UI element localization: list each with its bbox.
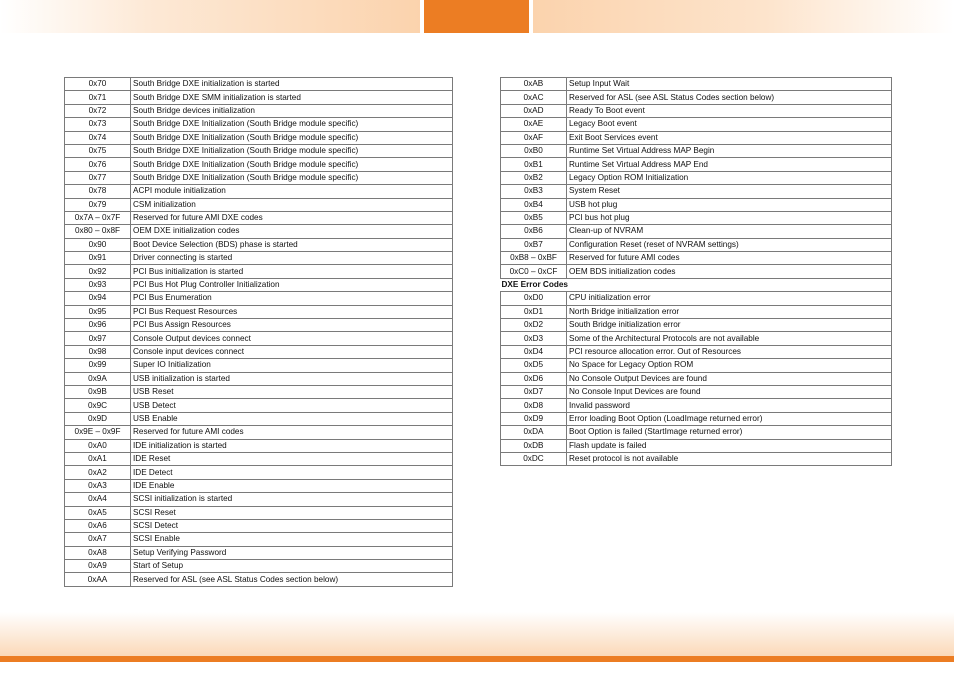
table-row [501, 412, 892, 425]
table-row [65, 412, 453, 425]
table-row [501, 171, 892, 184]
status-code: 0xB7 [501, 238, 567, 251]
status-code: 0xB0 [501, 144, 567, 157]
status-code: 0xA7 [65, 533, 131, 546]
status-code: 0x9D [65, 412, 131, 425]
table-row [65, 560, 453, 573]
table-row [501, 265, 892, 278]
status-code: 0xD3 [501, 332, 567, 345]
code-description: SCSI initialization is started [131, 493, 453, 506]
code-description: Setup Input Wait [567, 78, 892, 91]
code-description: South Bridge DXE Initialization (South Bridge module specific) [131, 144, 453, 157]
code-description: PCI bus hot plug [567, 211, 892, 224]
code-description: South Bridge DXE initialization is started [131, 78, 453, 91]
table-row [65, 278, 453, 291]
code-description: Some of the Architectural Protocols are not available [567, 332, 892, 345]
status-code: 0x9B [65, 385, 131, 398]
code-description: South Bridge initialization error [567, 319, 892, 332]
status-code: 0x7A – 0x7F [65, 211, 131, 224]
table-row [65, 305, 453, 318]
code-description: Runtime Set Virtual Address MAP End [567, 158, 892, 171]
table-row [65, 252, 453, 265]
status-code: 0x79 [65, 198, 131, 211]
footer-band [0, 612, 954, 656]
status-code: 0xA1 [65, 452, 131, 465]
code-description: No Console Input Devices are found [567, 385, 892, 398]
table-row [65, 452, 453, 465]
table-row [65, 238, 453, 251]
status-code: 0xB6 [501, 225, 567, 238]
code-description: Clean-up of NVRAM [567, 225, 892, 238]
code-description: ACPI module initialization [131, 185, 453, 198]
header-bar-left [0, 0, 420, 33]
code-description: USB initialization is started [131, 372, 453, 385]
code-description: Reserved for future AMI codes [131, 426, 453, 439]
status-code: 0xDC [501, 452, 567, 465]
table-row [501, 426, 892, 439]
status-code: 0x95 [65, 305, 131, 318]
table-row [65, 345, 453, 358]
code-description: USB hot plug [567, 198, 892, 211]
status-code: 0x76 [65, 158, 131, 171]
code-description: Exit Boot Services event [567, 131, 892, 144]
table-row [501, 158, 892, 171]
table-row [501, 439, 892, 452]
post-code-table-left [64, 77, 453, 587]
table-row [65, 185, 453, 198]
status-code: 0x78 [65, 185, 131, 198]
status-code: 0x80 – 0x8F [65, 225, 131, 238]
status-code: 0x91 [65, 252, 131, 265]
code-description: PCI resource allocation error. Out of Resources [567, 345, 892, 358]
status-code: 0xB8 – 0xBF [501, 252, 567, 265]
table-row [501, 198, 892, 211]
code-description: South Bridge DXE Initialization (South Bridge module specific) [131, 131, 453, 144]
table-row [65, 198, 453, 211]
code-description: CSM initialization [131, 198, 453, 211]
table-row [65, 225, 453, 238]
table-row [501, 332, 892, 345]
code-description: Configuration Reset (reset of NVRAM settings) [567, 238, 892, 251]
footer-line [0, 656, 954, 662]
code-description: Invalid password [567, 399, 892, 412]
code-description: Console input devices connect [131, 345, 453, 358]
status-code: 0xD7 [501, 385, 567, 398]
table-row [501, 252, 892, 265]
code-description: OEM DXE initialization codes [131, 225, 453, 238]
status-code: 0xC0 – 0xCF [501, 265, 567, 278]
code-description: SCSI Enable [131, 533, 453, 546]
table-row [501, 238, 892, 251]
status-code: 0xA3 [65, 479, 131, 492]
code-description: IDE Reset [131, 452, 453, 465]
status-code: 0xD2 [501, 319, 567, 332]
status-code: 0x94 [65, 292, 131, 305]
table-row [65, 292, 453, 305]
code-description: System Reset [567, 185, 892, 198]
code-description: Flash update is failed [567, 439, 892, 452]
table-row [65, 533, 453, 546]
code-description: South Bridge DXE Initialization (South Bridge module specific) [131, 118, 453, 131]
table-row [501, 118, 892, 131]
status-code: 0xAA [65, 573, 131, 586]
status-code: 0xD8 [501, 399, 567, 412]
table-row [501, 185, 892, 198]
table-row [65, 319, 453, 332]
code-description: CPU initialization error [567, 292, 892, 305]
code-description: North Bridge initialization error [567, 305, 892, 318]
code-description: Driver connecting is started [131, 252, 453, 265]
table-row [65, 171, 453, 184]
status-code: 0xB1 [501, 158, 567, 171]
code-description: PCI Bus Request Resources [131, 305, 453, 318]
table-row [65, 493, 453, 506]
status-code: 0xD4 [501, 345, 567, 358]
status-code: 0x90 [65, 238, 131, 251]
status-code: 0xAF [501, 131, 567, 144]
table-row [65, 144, 453, 157]
table-row [501, 359, 892, 372]
code-description: PCI Bus Assign Resources [131, 319, 453, 332]
status-code: 0xA8 [65, 546, 131, 559]
code-description: Ready To Boot event [567, 104, 892, 117]
status-code: 0x97 [65, 332, 131, 345]
table-row [501, 452, 892, 465]
table-row [501, 399, 892, 412]
table-row [501, 225, 892, 238]
table-row [65, 399, 453, 412]
table-row [65, 372, 453, 385]
code-description: Start of Setup [131, 560, 453, 573]
status-code: 0x9A [65, 372, 131, 385]
code-description: SCSI Detect [131, 519, 453, 532]
code-description: Boot Option is failed (StartImage returned error) [567, 426, 892, 439]
status-code: 0x98 [65, 345, 131, 358]
table-row [65, 359, 453, 372]
table-row [501, 385, 892, 398]
header-bar [0, 0, 954, 33]
table-row [501, 305, 892, 318]
status-code: 0xD0 [501, 292, 567, 305]
code-description: Console Output devices connect [131, 332, 453, 345]
status-code: 0xB5 [501, 211, 567, 224]
table-row [501, 345, 892, 358]
table-row [65, 118, 453, 131]
status-code: 0xA2 [65, 466, 131, 479]
code-description: IDE Detect [131, 466, 453, 479]
code-description: IDE initialization is started [131, 439, 453, 452]
status-code: 0xA4 [65, 493, 131, 506]
code-description: Reset protocol is not available [567, 452, 892, 465]
table-row [65, 131, 453, 144]
code-description: Super IO Initialization [131, 359, 453, 372]
table-row [65, 519, 453, 532]
code-description: No Space for Legacy Option ROM [567, 359, 892, 372]
code-description: PCI Bus Enumeration [131, 292, 453, 305]
table-row [65, 265, 453, 278]
status-code: 0xB2 [501, 171, 567, 184]
table-row [501, 211, 892, 224]
status-code: 0xA9 [65, 560, 131, 573]
status-code: 0xAB [501, 78, 567, 91]
code-description: SCSI Reset [131, 506, 453, 519]
status-code: 0xDB [501, 439, 567, 452]
status-code: 0xAE [501, 118, 567, 131]
table-row [65, 466, 453, 479]
code-description: Reserved for ASL (see ASL Status Codes section below) [567, 91, 892, 104]
code-description: USB Detect [131, 399, 453, 412]
status-code: 0x74 [65, 131, 131, 144]
table-row [65, 479, 453, 492]
status-code: 0x72 [65, 104, 131, 117]
header-bar-right [533, 0, 954, 33]
section-title: DXE Error Codes [501, 278, 892, 291]
code-description: Error loading Boot Option (LoadImage returned error) [567, 412, 892, 425]
code-description: No Console Output Devices are found [567, 372, 892, 385]
code-description: Reserved for ASL (see ASL Status Codes section below) [131, 573, 453, 586]
status-code: 0xAC [501, 91, 567, 104]
status-code: 0xB3 [501, 185, 567, 198]
status-code: 0x99 [65, 359, 131, 372]
table-row [65, 158, 453, 171]
code-description: Boot Device Selection (BDS) phase is started [131, 238, 453, 251]
table-row [65, 332, 453, 345]
code-description: IDE Enable [131, 479, 453, 492]
status-code: 0x71 [65, 91, 131, 104]
table-row [65, 426, 453, 439]
table-row [65, 211, 453, 224]
code-description: PCI Bus initialization is started [131, 265, 453, 278]
status-code: 0xD9 [501, 412, 567, 425]
table-row [501, 292, 892, 305]
code-description: OEM BDS initialization codes [567, 265, 892, 278]
status-code: 0xD1 [501, 305, 567, 318]
table-row [501, 372, 892, 385]
code-description: Legacy Boot event [567, 118, 892, 131]
table-row [65, 546, 453, 559]
status-code: 0xD6 [501, 372, 567, 385]
status-code: 0xA6 [65, 519, 131, 532]
status-code: 0x75 [65, 144, 131, 157]
status-code: 0x92 [65, 265, 131, 278]
code-description: Reserved for future AMI codes [567, 252, 892, 265]
status-code: 0x70 [65, 78, 131, 91]
table-row [501, 319, 892, 332]
code-description: Setup Verifying Password [131, 546, 453, 559]
code-description: South Bridge devices initialization [131, 104, 453, 117]
status-code: 0x93 [65, 278, 131, 291]
status-code: 0xAD [501, 104, 567, 117]
table-row [65, 506, 453, 519]
table-row [501, 104, 892, 117]
post-code-table-right [500, 77, 892, 466]
status-code: 0xDA [501, 426, 567, 439]
code-description: Reserved for future AMI DXE codes [131, 211, 453, 224]
status-code: 0xA0 [65, 439, 131, 452]
table-row [501, 144, 892, 157]
table-row [501, 91, 892, 104]
status-code: 0x77 [65, 171, 131, 184]
status-code: 0xA5 [65, 506, 131, 519]
section-header-row [501, 278, 892, 291]
header-bar-center-tab [424, 0, 529, 33]
status-code: 0x9E – 0x9F [65, 426, 131, 439]
code-description: South Bridge DXE SMM initialization is started [131, 91, 453, 104]
table-row [65, 439, 453, 452]
code-description: South Bridge DXE Initialization (South Bridge module specific) [131, 158, 453, 171]
status-code: 0x9C [65, 399, 131, 412]
code-description: Legacy Option ROM Initialization [567, 171, 892, 184]
code-description: Runtime Set Virtual Address MAP Begin [567, 144, 892, 157]
table-row [65, 78, 453, 91]
status-code: 0x96 [65, 319, 131, 332]
table-row [501, 78, 892, 91]
code-description: South Bridge DXE Initialization (South Bridge module specific) [131, 171, 453, 184]
status-code: 0x73 [65, 118, 131, 131]
table-row [65, 385, 453, 398]
table-row [65, 104, 453, 117]
code-description: USB Reset [131, 385, 453, 398]
table-row [501, 131, 892, 144]
table-row [65, 91, 453, 104]
code-description: PCI Bus Hot Plug Controller Initialization [131, 278, 453, 291]
code-description: USB Enable [131, 412, 453, 425]
status-code: 0xB4 [501, 198, 567, 211]
status-code: 0xD5 [501, 359, 567, 372]
table-row [65, 573, 453, 586]
